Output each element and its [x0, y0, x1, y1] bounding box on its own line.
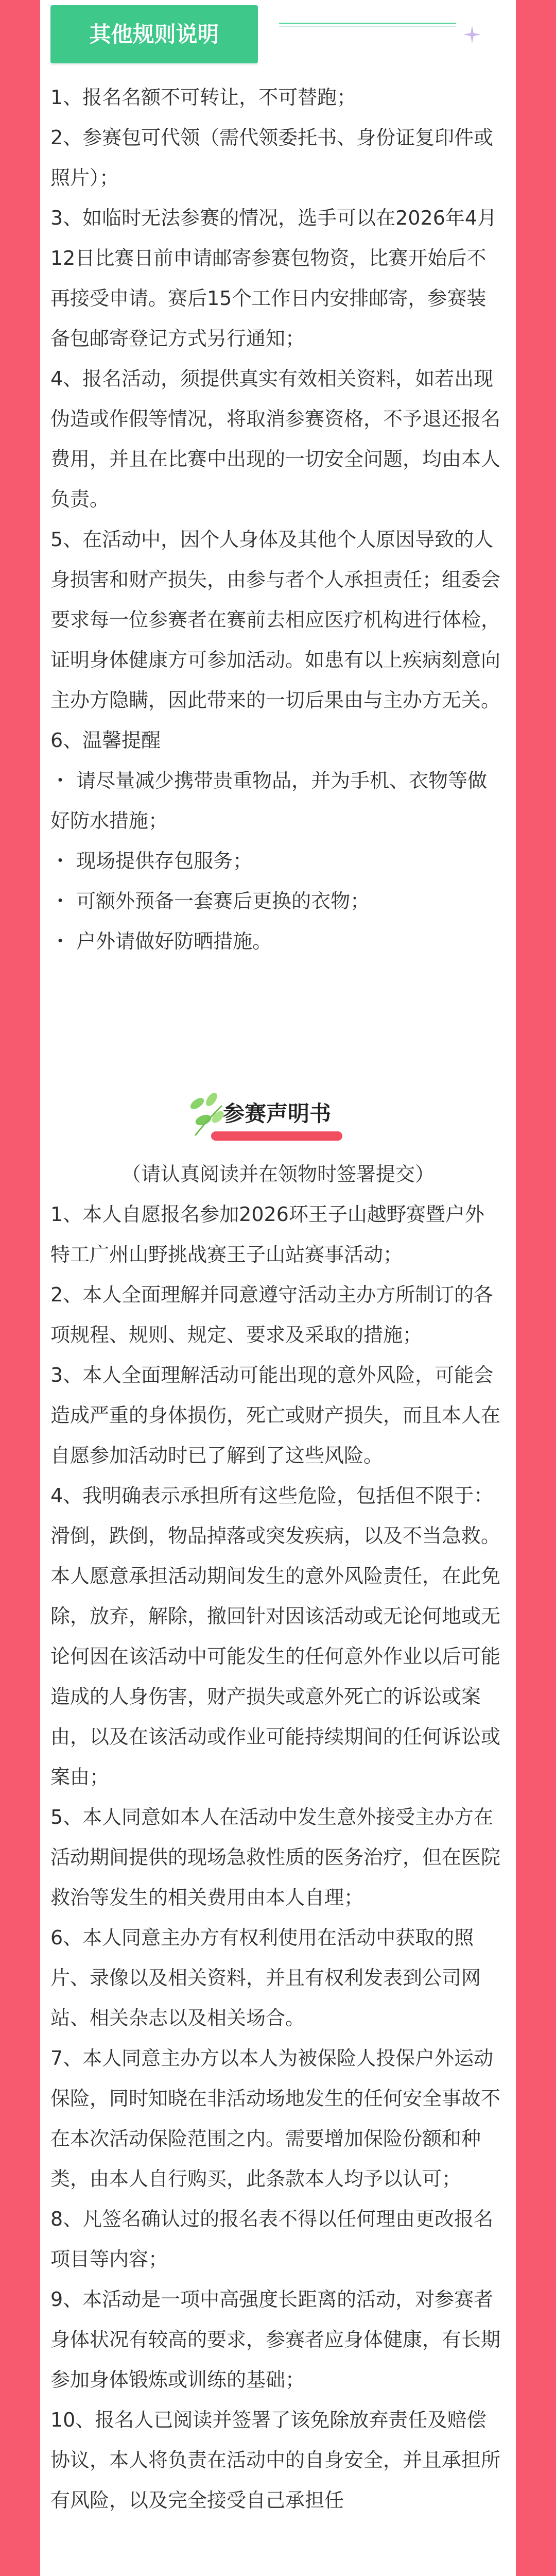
declaration-title: 参赛声明书	[222, 1101, 331, 1126]
header-divider-line-light	[279, 26, 456, 27]
header-divider-line	[279, 23, 456, 24]
declaration-body: 1、本人自愿报名参加2026环王子山越野赛暨户外特工广州山野挑战赛王子山站赛事活动； 2、本人全面理解并同意遵守活动主办方所制订的各项规程、规则、规定、要求及采取的措施； 3、本人全面理解活动可能出现的意外风险，可能会造成严重的身体损伤，死亡或财产损失，而且本人在自愿参加活动时已了解到了这些风险。 4、我明确表示承担所有这些危险，包括但不限于：滑倒，跌倒，物品掉落或突发疾病，以及不当急救。本人愿意承担活动期间发生的意外风险责任，在此免除，放弃，解除，撤回针对因该活动或无论何地或无论何因在该活动中可能发生的任何意外作业以后可能造成的人身伤害，财产损失或意外死亡的诉讼或案由，以及在该活动或作业可能持续期间的任何诉讼或案由； 5、本人同意如本人在活动中发生意外接受主办方在活动期间提供的现场急救性质的医务治疗，但在医院救治等发生的相关费用由本人自理； 6、本人同意主办方有权利使用在活动中获取的照片、录像以及相关资料，并且有权利发表到公司网站、相关杂志以及相关场合。 7、本人同意主办方以本人为被保险人投保户外运动保险，同时知晓在非活动场地发生的任何安全事故不在本次活动保险范围之内。需要增加保险份额和种类，由本人自行购买，此条款本人均予以认可； 8、凡签名确认过的报名表不得以任何理由更改报名项目等内容； 9、本活动是一项中高强度长距离的活动，对参赛者身体状况有较高的要求，参赛者应身体健康，有长期参加身体锻炼或训练的基础； 10、报名人已阅读并签署了该免除放弃责任及赔偿协议，本人将负责在活动中的自身安全，并且承担所有风险，以及完全接受自己承担任	[50, 1203, 501, 2512]
declaration-title-underline	[211, 1131, 342, 1141]
sparkle-icon	[462, 25, 482, 44]
declaration-header	[40, 1087, 516, 1144]
rules-title: 其他规则说明	[50, 5, 258, 63]
content-card	[40, 0, 516, 2576]
declaration-subtitle: （请认真阅读并在领物时签署提交）	[121, 1163, 435, 1185]
rules-body: 1、报名名额不可转让，不可替跑； 2、参赛包可代领（需代领委托书、身份证复印件或照片）； 3、如临时无法参赛的情况，选手可以在2026年4月12日比赛日前申请邮寄参赛包物资，比赛开始后不再接受申请。赛后15个工作日内安排邮寄，参赛装备包邮寄登记方式另行通知； 4、报名活动，须提供真实有效相关资料，如若出现伪造或作假等情况，将取消参赛资格，不予退还报名费用，并且在比赛中出现的一切安全问题，均由本人负责。 5、在活动中，因个人身体及其他个人原因导致的人身损害和财产损失，由参与者个人承担责任；组委会要求每一位参赛者在赛前去相应医疗机构进行体检，证明身体健康方可参加活动。如患有以上疾病刻意向主办方隐瞒，因此带来的一切后果由与主办方无关。 6、温馨提醒 ・ 请尽量减少携带贵重物品，并为手机、衣物等做好防水措施； ・ 现场提供存包服务； ・ 可额外预备一套赛后更换的衣物； ・ 户外请做好防晒措施。	[50, 86, 501, 953]
rules-header	[50, 5, 503, 70]
